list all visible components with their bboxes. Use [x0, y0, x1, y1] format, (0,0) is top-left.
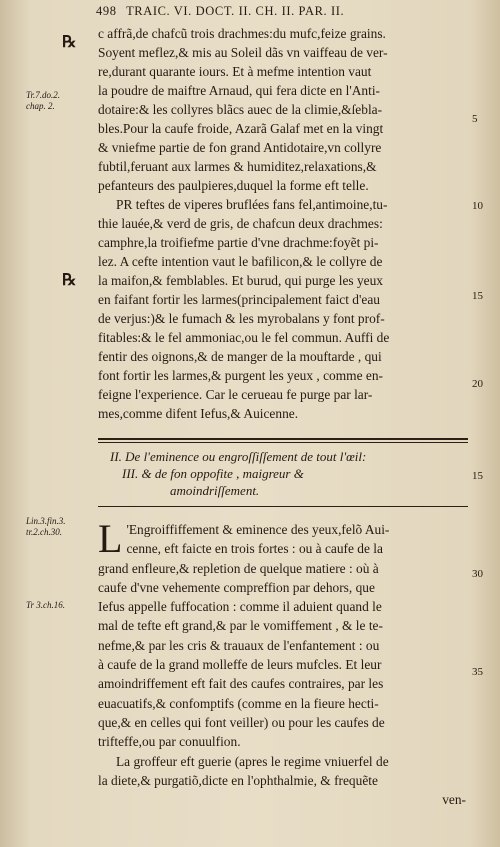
- line-number: 5: [472, 113, 478, 125]
- text-line: grand enfleure,& repletion de quelque matiere : où à: [98, 560, 379, 576]
- text-line: trifteffe,ou par conuulfion.: [98, 734, 241, 750]
- paragraph-1: [98, 24, 468, 195]
- text-line: Soyent meflez,& mis au Soleil dãs vn vaiffeau de ver-: [98, 45, 388, 60]
- text-line: euacuatifs,& confomptifs (comme en la fieure hecti-: [98, 695, 379, 711]
- margin-note-2: [26, 516, 90, 538]
- text-line: caufe d'vne vehemente compreffion par dehors, que: [98, 579, 375, 595]
- line-number: 10: [472, 200, 483, 212]
- text-line: & vniefme partie de fon grand Antidotaire,vn collyre: [98, 140, 382, 155]
- text-line: 'Engroiffiffement & eminence des yeux,felõ Aui-: [126, 522, 390, 537]
- section-rule-top-thin: [98, 442, 468, 443]
- margin-note-line: Lin.3.fin.3.: [26, 516, 66, 526]
- text-line: amoindriffement eft fait des caufes contraires, par les: [98, 676, 384, 692]
- line-number: 20: [472, 378, 483, 390]
- text-line: PR teftes de viperes bruflées fans fel,antimoine,tu-: [116, 197, 388, 212]
- text-line: camphre,la troifiefme partie d'vne drachme:foyẽt pi-: [98, 235, 379, 250]
- line-number: 35: [472, 666, 483, 678]
- text-line: re,durant quarante iours. Et à mefme intention vaut: [98, 64, 372, 79]
- paragraph-2: [98, 195, 468, 423]
- recipe-symbol-icon: ℞: [62, 34, 77, 51]
- section-heading-line: amoindriſſement.: [170, 483, 260, 498]
- running-title: TRAIC. VI. DOCT. II. CH. II. PAR. II.: [126, 4, 345, 18]
- margin-note-1: [26, 90, 90, 112]
- main-text: [98, 24, 468, 423]
- text-line: nefme,& par les cris & trauaux de l'enfantement : ou: [98, 637, 380, 653]
- text-line: c affrã,de chafcũ trois drachmes:du mufc,feize grains.: [98, 26, 386, 41]
- text-line: Iefus appelle fuffocation : comme il aduient quand le: [98, 599, 382, 615]
- margin-note-line: Tr 3.ch.16.: [26, 600, 66, 610]
- text-line: de verjus:)& le fumach & les myrobalans y font prof-: [98, 311, 385, 326]
- margin-note-line: chap. 2.: [26, 101, 55, 111]
- line-number: 15: [472, 290, 483, 302]
- section-rule-bottom: [98, 506, 468, 507]
- text-line: fubtil,feruant aux larmes & humiditez,relaxations,&: [98, 159, 377, 174]
- page-number: 498: [96, 4, 117, 18]
- section-heading-line: II. De l'eminence ou engroſſiſſement de tout l'œil:: [110, 449, 367, 464]
- margin-note-line: tr.2.ch.30.: [26, 527, 62, 537]
- catchword: ven-: [442, 792, 466, 808]
- recipe-symbol-icon: ℞: [62, 272, 77, 289]
- text-line: feigne l'experience. Car le cerueau fe purge par lar-: [98, 387, 373, 402]
- section-heading-line: III. & de fon oppofite , maigreur &: [122, 466, 304, 481]
- text-line: la poudre de maiftre Arnaud, qui fera dicte en l'Anti-: [98, 83, 381, 98]
- margin-note-3: [26, 600, 90, 611]
- text-line: La groffeur eft guerie (apres le regime vniuerfel de: [116, 753, 389, 769]
- text-line: thie lauée,& verd de gris, de chafcun deux drachmes:: [98, 216, 383, 231]
- text-line: lez. A cefte intention vaut le bafilicon,& le collyre de: [98, 254, 383, 269]
- text-line: la maifon,& femblables. Et burud, qui purge les yeux: [98, 273, 383, 288]
- line-number: 30: [472, 568, 483, 580]
- text-line: mes,comme difent Iefus,& Auicenne.: [98, 406, 299, 421]
- text-line: que,& en celles qui font veiller) ou pour les caufes de: [98, 714, 385, 730]
- section-text: [98, 516, 470, 809]
- margin-note-line: Tr.7.do.2.: [26, 90, 61, 100]
- text-line: fentir des oignons,& de manger de la mouftarde , qui: [98, 349, 382, 364]
- drop-cap: L: [98, 516, 123, 561]
- text-line: font fortir les larmes,& purgent les yeux , comme en-: [98, 368, 383, 383]
- section-heading: [110, 448, 470, 499]
- text-line: fitables:& le fel ammoniac,ou le fel commun. Auffi de: [98, 330, 390, 345]
- text-line: à caufe de la grand molleffe de leurs mufcles. Et leur: [98, 657, 382, 673]
- text-line: mal de tefte eft grand,& par le vomiffement , & le te-: [98, 618, 383, 634]
- text-line: en faifant fortir les larmes(principalement faict d'eau: [98, 292, 380, 307]
- text-line: pefanteurs des paulpieres,duquel la forme eft telle.: [98, 178, 369, 193]
- section-rule-top: [98, 438, 468, 440]
- text-line: cenne, eft faicte en trois fortes : ou à caufe de la: [126, 541, 383, 557]
- running-header: [96, 4, 486, 19]
- text-line: la diete,& purgatiõ,dicte en l'ophthalmie, & frequẽte: [98, 772, 378, 788]
- text-line: bles.Pour la caufe froide, Azarã Galaf met en la vingt: [98, 121, 384, 136]
- text-line: dotaire:& les collyres blãcs auec de la climie,&ſebla-: [98, 102, 383, 117]
- line-number: 15: [472, 470, 483, 482]
